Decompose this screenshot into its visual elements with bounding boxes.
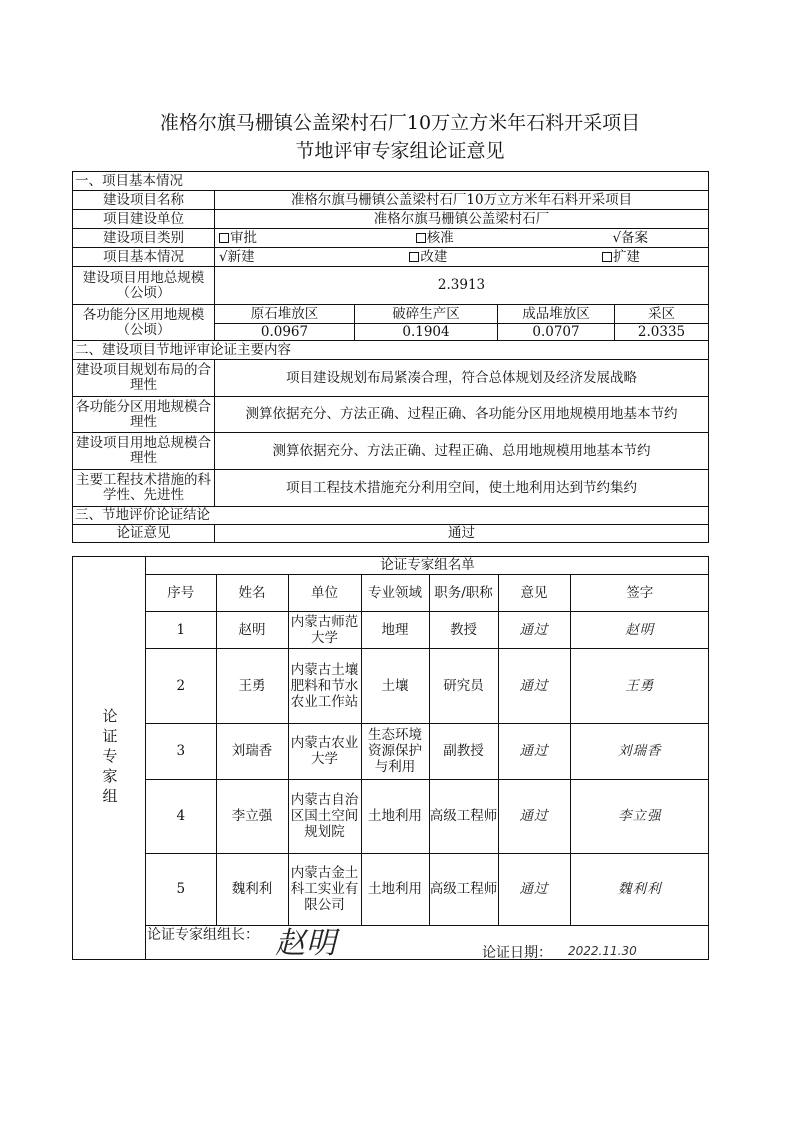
- expert-name: 魏利利: [216, 853, 288, 925]
- section-heading-2: 二、建设项目节地评审论证主要内容: [73, 341, 709, 360]
- expert-name: 王勇: [216, 648, 288, 723]
- handwritten-signature: 赵明: [570, 611, 709, 648]
- expert-field: 土地利用: [361, 779, 429, 853]
- date-label: 论证日期：: [482, 945, 552, 961]
- expert-title: 教授: [429, 611, 498, 648]
- review-label: 各功能分区用地规模合理性: [73, 397, 215, 433]
- expert-field: 生态环境资源保护与利用: [361, 723, 429, 779]
- review-label: 建设项目规划布局的合理性: [73, 360, 215, 397]
- expert-unit: 内蒙古自治区国土空间规划院: [288, 779, 361, 853]
- expert-title: 高级工程师: [429, 853, 498, 925]
- review-content: 测算依据充分、方法正确、过程正确、总用地规模用地基本节约: [215, 433, 709, 470]
- header-unit: 单位: [288, 574, 361, 611]
- expert-field: 土地利用: [361, 853, 429, 925]
- expert-unit: 内蒙古农业大学: [288, 723, 361, 779]
- expert-unit: 内蒙古师范大学: [288, 611, 361, 648]
- table-row: [146, 611, 709, 648]
- section-heading-1: 一、项目基本情况: [73, 172, 709, 191]
- expert-unit: 内蒙古土壤肥料和节水农业工作站: [288, 648, 361, 723]
- expert-name: 李立强: [216, 779, 288, 853]
- expert-group-side-label: 论证专家组: [73, 557, 146, 960]
- review-content: 项目工程技术措施充分利用空间，使土地利用达到节约集约: [215, 470, 709, 507]
- expert-unit: 内蒙古金土科工实业有限公司: [288, 853, 361, 925]
- unit-value: 准格尔旗马栅镇公盖梁村石厂: [215, 210, 709, 229]
- expert-group-section: [72, 556, 709, 960]
- checkbox-unchecked-icon: [409, 252, 419, 262]
- expert-list-table: [146, 557, 709, 926]
- category-label: 建设项目类别: [73, 229, 215, 248]
- review-content: 项目建设规划布局紧凑合理，符合总体规划及经济发展战略: [215, 360, 709, 397]
- unit-label: 项目建设单位: [73, 210, 215, 229]
- check-mark-icon: √: [219, 248, 228, 265]
- basic-options: [215, 248, 709, 267]
- header-opinion: 意见: [498, 574, 570, 611]
- zone-value: 0.0967: [215, 324, 355, 341]
- total-scale-label: 建设项目用地总规模（公顷）: [73, 267, 215, 305]
- category-options: [215, 229, 709, 248]
- expert-list-container: [146, 557, 709, 960]
- header-signature: 签字: [570, 574, 709, 611]
- opinion-label: 论证意见: [73, 525, 215, 543]
- expert-name: 刘瑞香: [216, 723, 288, 779]
- expert-name: 赵明: [216, 611, 288, 648]
- table-row: [146, 648, 709, 723]
- handwritten-signature: 王勇: [570, 648, 709, 723]
- header-name: 姓名: [216, 574, 288, 611]
- review-label: 建设项目用地总规模合理性: [73, 433, 215, 470]
- basic-label: 项目基本情况: [73, 248, 215, 267]
- expert-no: 1: [146, 611, 216, 648]
- zone-name: 成品堆放区: [498, 305, 615, 324]
- leader-label: 论证专家组组长：: [147, 927, 259, 943]
- zone-label: 各功能分区用地规模（公顷）: [73, 305, 215, 341]
- handwritten-signature: 刘瑞香: [570, 723, 709, 779]
- handwritten-opinion: 通过: [498, 611, 570, 648]
- expert-field: 土壤: [361, 648, 429, 723]
- category-option-verify: 核准: [416, 231, 454, 246]
- category-option-record: √备案: [612, 229, 649, 246]
- zone-name: 原石堆放区: [215, 305, 355, 324]
- table-row: [146, 779, 709, 853]
- handwritten-signature: 魏利利: [570, 853, 709, 925]
- section-heading-3: 三、节地评价论证结论: [73, 507, 709, 525]
- handwritten-signature: 李立强: [570, 779, 709, 853]
- handwritten-date: 2022.11.30: [568, 944, 637, 958]
- header-field: 专业领域: [361, 574, 429, 611]
- project-name-value: 准格尔旗马栅镇公盖梁村石厂10万立方米年石料开采项目: [215, 191, 709, 210]
- handwritten-opinion: 通过: [498, 853, 570, 925]
- basic-option-expand: 扩建: [602, 250, 640, 265]
- zone-name: 破碎生产区: [355, 305, 498, 324]
- signature-footer: [145, 904, 708, 960]
- expert-title: 高级工程师: [429, 779, 498, 853]
- opinion-value: 通过: [215, 525, 709, 543]
- expert-no: 2: [146, 648, 216, 723]
- zone-value: 0.1904: [355, 324, 498, 341]
- handwritten-opinion: 通过: [498, 723, 570, 779]
- category-option-approval: 审批: [219, 231, 257, 246]
- zone-value: 2.0335: [615, 324, 709, 341]
- checkbox-unchecked-icon: [416, 233, 426, 243]
- handwritten-opinion: 通过: [498, 779, 570, 853]
- checkbox-unchecked-icon: [219, 233, 229, 243]
- handwritten-opinion: 通过: [498, 648, 570, 723]
- table-row: [146, 723, 709, 779]
- project-name-label: 建设项目名称: [73, 191, 215, 210]
- zone-value: 0.0707: [498, 324, 615, 341]
- expert-no: 3: [146, 723, 216, 779]
- checkbox-unchecked-icon: [602, 252, 612, 262]
- basic-option-rebuild: 改建: [409, 250, 447, 265]
- expert-no: 5: [146, 853, 216, 925]
- basic-option-new: √新建: [219, 248, 255, 265]
- header-no: 序号: [146, 574, 216, 611]
- review-content: 测算依据充分、方法正确、过程正确、各功能分区用地规模用地基本节约: [215, 397, 709, 433]
- zone-name: 采区: [615, 305, 709, 324]
- expert-title: 副教授: [429, 723, 498, 779]
- project-info-table: [72, 171, 709, 543]
- header-title: 职务/职称: [429, 574, 498, 611]
- document-title-line2: 节地评审专家组论证意见: [295, 140, 505, 162]
- expert-no: 4: [146, 779, 216, 853]
- expert-title: 研究员: [429, 648, 498, 723]
- leader-handwritten-signature: 赵明: [275, 926, 337, 961]
- check-mark-icon: √: [612, 229, 622, 246]
- expert-field: 地理: [361, 611, 429, 648]
- total-scale-value: 2.3913: [215, 267, 709, 305]
- review-label: 主要工程技术措施的科学性、先进性: [73, 470, 215, 507]
- expert-list-title: 论证专家组名单: [146, 557, 709, 574]
- document-title-line1: 准格尔旗马栅镇公盖梁村石厂10万立方米年石料开采项目: [159, 112, 641, 134]
